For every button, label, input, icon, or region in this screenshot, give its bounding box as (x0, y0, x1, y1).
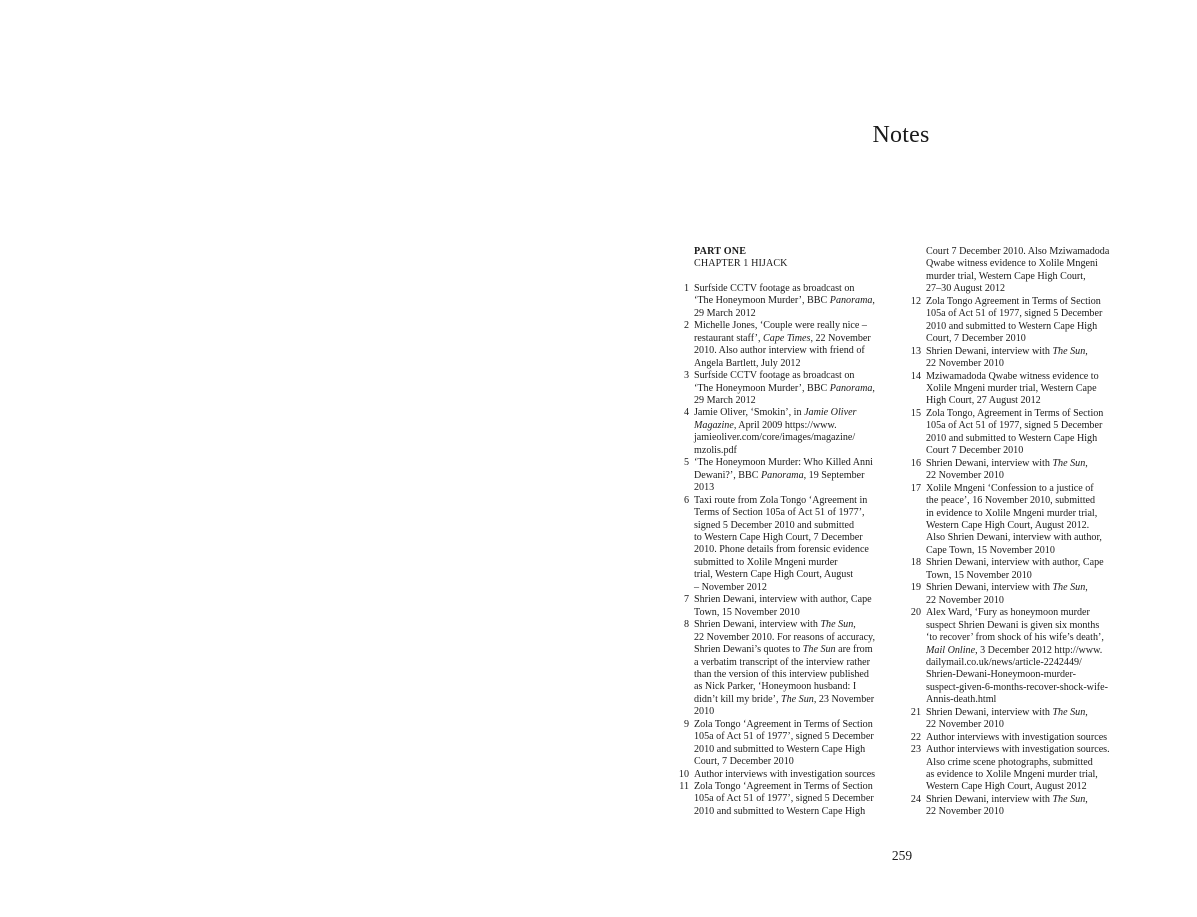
note-text-line: as evidence to Xolile Mngeni murder trial, (926, 769, 1098, 781)
note-text-line: 22 November 2010 (926, 806, 1004, 818)
note-item (675, 407, 897, 457)
note-number: 5 (683, 457, 689, 469)
note-text-line: Zola Tongo ‘Agreement in Terms of Section (694, 781, 873, 793)
note-text-line: Court 7 December 2010 (926, 445, 1024, 457)
note-number: 21 (910, 706, 921, 718)
note-number: 13 (910, 345, 921, 357)
note-text-line: Shrien Dewani, interview with The Sun, (926, 706, 1088, 718)
note-text-line: 2010. Phone details from forensic evidence (694, 544, 869, 556)
note-text-line: Cape Town, 15 November 2010 (926, 544, 1055, 556)
note-item (675, 769, 897, 781)
note-text-line: 105a of Act 51 of 1977’, signed 5 December (694, 793, 874, 805)
note-text-line: 22 November 2010 (926, 594, 1004, 606)
note-number: 1 (683, 282, 689, 294)
note-number: 7 (683, 594, 689, 606)
note-item (675, 719, 897, 769)
note-text-line: 2010 (694, 706, 715, 718)
note-text-line: to Western Cape High Court, 7 December (694, 531, 863, 543)
note-item (675, 619, 897, 719)
note-item (907, 607, 1133, 707)
note-text-line: suspect-given-6-months-recover-shock-wife- (926, 681, 1108, 693)
note-number: 10 (678, 768, 689, 780)
note-item (907, 732, 1133, 744)
note-text-line: jamieoliver.com/core/images/magazine/ (694, 432, 856, 444)
note-item (907, 582, 1133, 607)
note-text-line: Author interviews with investigation sources (694, 768, 876, 780)
note-item (907, 557, 1133, 582)
note-text-line: ‘The Honeymoon Murder: Who Killed Anni (694, 457, 873, 469)
note-text-line: Shrien Dewani, interview with The Sun, (926, 345, 1088, 357)
note-text-line: Western Cape High Court, August 2012 (926, 781, 1087, 793)
note-text-line: didn’t kill my bride’, The Sun, 23 November (694, 693, 875, 705)
note-text-line: Shrien Dewani’s quotes to The Sun are from (694, 644, 873, 656)
note-item (907, 408, 1133, 458)
note-text-line: suspect Shrien Dewani is given six months (926, 619, 1100, 631)
note-text-line: Zola Tongo, Agreement in Terms of Section (926, 407, 1104, 419)
note-text-line: Jamie Oliver, ‘Smokin’, in Jamie Oliver (694, 407, 857, 419)
note-text-line: 2010 and submitted to Western Cape High (694, 805, 866, 817)
note-text-line: dailymail.co.uk/news/article-2242449/ (926, 656, 1082, 668)
note-number: 17 (910, 482, 921, 494)
note-item (675, 781, 897, 818)
note-text-line: a verbatim transcript of the interview rather (694, 656, 871, 668)
note-text-line: in evidence to Xolile Mngeni murder trial, (926, 507, 1098, 519)
note-text-line: 105a of Act 51 of 1977, signed 5 December (926, 308, 1103, 320)
note-item (675, 495, 897, 595)
note-text-line: than the version of this interview published (694, 668, 869, 680)
notes-list-left (675, 283, 897, 818)
note-text-line: Author interviews with investigation sources (926, 731, 1108, 743)
chapter-title: CHAPTER 1 HIJACK (694, 258, 788, 270)
note-item (907, 296, 1133, 346)
note-number: 2 (683, 320, 689, 332)
note-text-line: Taxi route from Zola Tongo ‘Agreement in (694, 494, 868, 506)
note-number: 14 (910, 370, 921, 382)
note-text-line: Zola Tongo ‘Agreement in Terms of Section (694, 718, 873, 730)
note-text-line: Town, 15 November 2010 (694, 606, 800, 618)
note-text-line: Alex Ward, ‘Fury as honeymoon murder (926, 607, 1090, 619)
page-heading: Notes (872, 122, 930, 148)
note-text-line: restaurant staff’, Cape Times, 22 November (694, 332, 871, 344)
note-number: 4 (683, 407, 689, 419)
note-text-line: Shrien Dewani, interview with author, Cape (926, 557, 1104, 569)
note-item (907, 744, 1133, 794)
note-continuation (907, 246, 1133, 296)
note-text-line: 22 November 2010. For reasons of accuracy, (694, 631, 875, 643)
note-text-line: Qwabe witness evidence to Xolile Mngeni (926, 258, 1098, 270)
note-number: 20 (910, 607, 921, 619)
note-text-line: Shrien Dewani, interview with The Sun, (694, 619, 856, 631)
note-text-line: murder trial, Western Cape High Court, (926, 270, 1086, 282)
note-text-line: Court, 7 December 2010 (694, 756, 794, 768)
note-number: 15 (910, 407, 921, 419)
note-text-line: Court 7 December 2010. Also Mziwamadoda (926, 246, 1110, 257)
part-title: PART ONE (694, 246, 747, 257)
note-text-line: submitted to Xolile Mngeni murder (694, 556, 838, 568)
note-item (675, 594, 897, 619)
note-text-line: Western Cape High Court, August 2012. (926, 519, 1090, 531)
note-text-line: Michelle Jones, ‘Couple were really nice – (694, 320, 867, 332)
section-heading (675, 246, 897, 271)
note-text-line: Mziwamadoda Qwabe witness evidence to (926, 370, 1099, 382)
note-item (907, 458, 1133, 483)
note-text-line: – November 2012 (694, 581, 767, 593)
spacer (675, 271, 897, 283)
note-text-line: Magazine, April 2009 https://www. (694, 419, 837, 431)
note-text-line: Zola Tongo Agreement in Terms of Section (926, 295, 1101, 307)
note-text-line: Annis-death.html (926, 694, 997, 706)
note-number: 3 (683, 370, 689, 382)
note-number: 12 (910, 295, 921, 307)
note-number: 22 (910, 731, 921, 743)
note-text-line: trial, Western Cape High Court, August (694, 569, 854, 581)
note-item (675, 370, 897, 407)
note-item (907, 346, 1133, 371)
note-text-line: 29 March 2012 (694, 394, 756, 406)
note-text-line: Court, 7 December 2010 (926, 333, 1026, 345)
note-text-line: 105a of Act 51 of 1977’, signed 5 December (694, 731, 874, 743)
note-text-line: signed 5 December 2010 and submitted (694, 519, 855, 531)
notes-list-right (907, 296, 1133, 819)
note-text-line: Surfside CCTV footage as broadcast on (694, 282, 855, 294)
notes-column-right (907, 246, 1133, 819)
page-number: 259 (891, 848, 913, 863)
note-text-line: High Court, 27 August 2012 (926, 395, 1041, 407)
note-text-line: Xolile Mngeni ‘Confession to a justice of (926, 482, 1094, 494)
note-text-line: 2010 and submitted to Western Cape High (926, 320, 1098, 332)
note-text-line: 105a of Act 51 of 1977, signed 5 December (926, 420, 1103, 432)
note-text-line: Shrien Dewani, interview with The Sun, (926, 582, 1088, 594)
note-text-line: 2010 and submitted to Western Cape High (694, 743, 866, 755)
note-text-line: Shrien Dewani, interview with The Sun, (926, 457, 1088, 469)
note-text-line: Xolile Mngeni murder trial, Western Cape (926, 382, 1097, 394)
note-text-line: 2010. Also author interview with friend of (694, 345, 865, 357)
note-text-line: 22 November 2010 (926, 719, 1004, 731)
note-text-line: the peace’, 16 November 2010, submitted (926, 495, 1096, 507)
note-item (907, 371, 1133, 408)
note-text-line: 22 November 2010 (926, 470, 1004, 482)
note-text-line: ‘The Honeymoon Murder’, BBC Panorama, (694, 295, 875, 307)
note-text-line: 29 March 2012 (694, 307, 756, 319)
note-number: 11 (679, 781, 689, 793)
note-item (675, 457, 897, 494)
note-item (675, 283, 897, 320)
note-number: 9 (683, 718, 689, 730)
note-text-line: ‘The Honeymoon Murder’, BBC Panorama, (694, 382, 875, 394)
note-item (907, 794, 1133, 819)
note-text-line: Mail Online, 3 December 2012 http://www. (926, 644, 1103, 656)
note-text-line: Terms of Section 105a of Act 51 of 1977’, (694, 507, 865, 519)
note-item (907, 707, 1133, 732)
note-text-line: ‘to recover’ from shock of his wife’s death’, (926, 632, 1104, 644)
note-number: 16 (910, 457, 921, 469)
note-text-line: Surfside CCTV footage as broadcast on (694, 370, 855, 382)
note-text-line: Shrien-Dewani-Honeymoon-murder- (926, 669, 1077, 681)
note-text-line: 22 November 2010 (926, 358, 1004, 370)
note-text-line: as Nick Parker, ‘Honeymoon husband: I (694, 681, 857, 693)
note-text-line: mzolis.pdf (694, 444, 737, 456)
note-text-line: Shrien Dewani, interview with The Sun, (926, 793, 1088, 805)
note-text-line: 2010 and submitted to Western Cape High (926, 432, 1098, 444)
note-text-line: 2013 (694, 482, 715, 494)
note-number: 18 (910, 557, 921, 569)
note-number: 8 (683, 619, 689, 631)
note-item (675, 320, 897, 370)
note-text-line: Dewani?’, BBC Panorama, 19 September (694, 469, 865, 481)
note-text-line: Angela Bartlett, July 2012 (694, 357, 801, 369)
note-text-line: Town, 15 November 2010 (926, 569, 1032, 581)
note-number: 6 (683, 494, 689, 506)
note-text-line: Also crime scene photographs, submitted (926, 756, 1093, 768)
note-text-line: 27–30 August 2012 (926, 283, 1006, 295)
note-text-line: Author interviews with investigation sources. (926, 744, 1110, 756)
note-number: 23 (910, 744, 921, 756)
note-text-line: Shrien Dewani, interview with author, Cape (694, 594, 872, 606)
note-text-line: Also Shrien Dewani, interview with author, (926, 532, 1102, 544)
notes-column-left (675, 246, 897, 818)
note-item (907, 483, 1133, 558)
note-number: 19 (910, 582, 921, 594)
note-number: 24 (910, 793, 921, 805)
